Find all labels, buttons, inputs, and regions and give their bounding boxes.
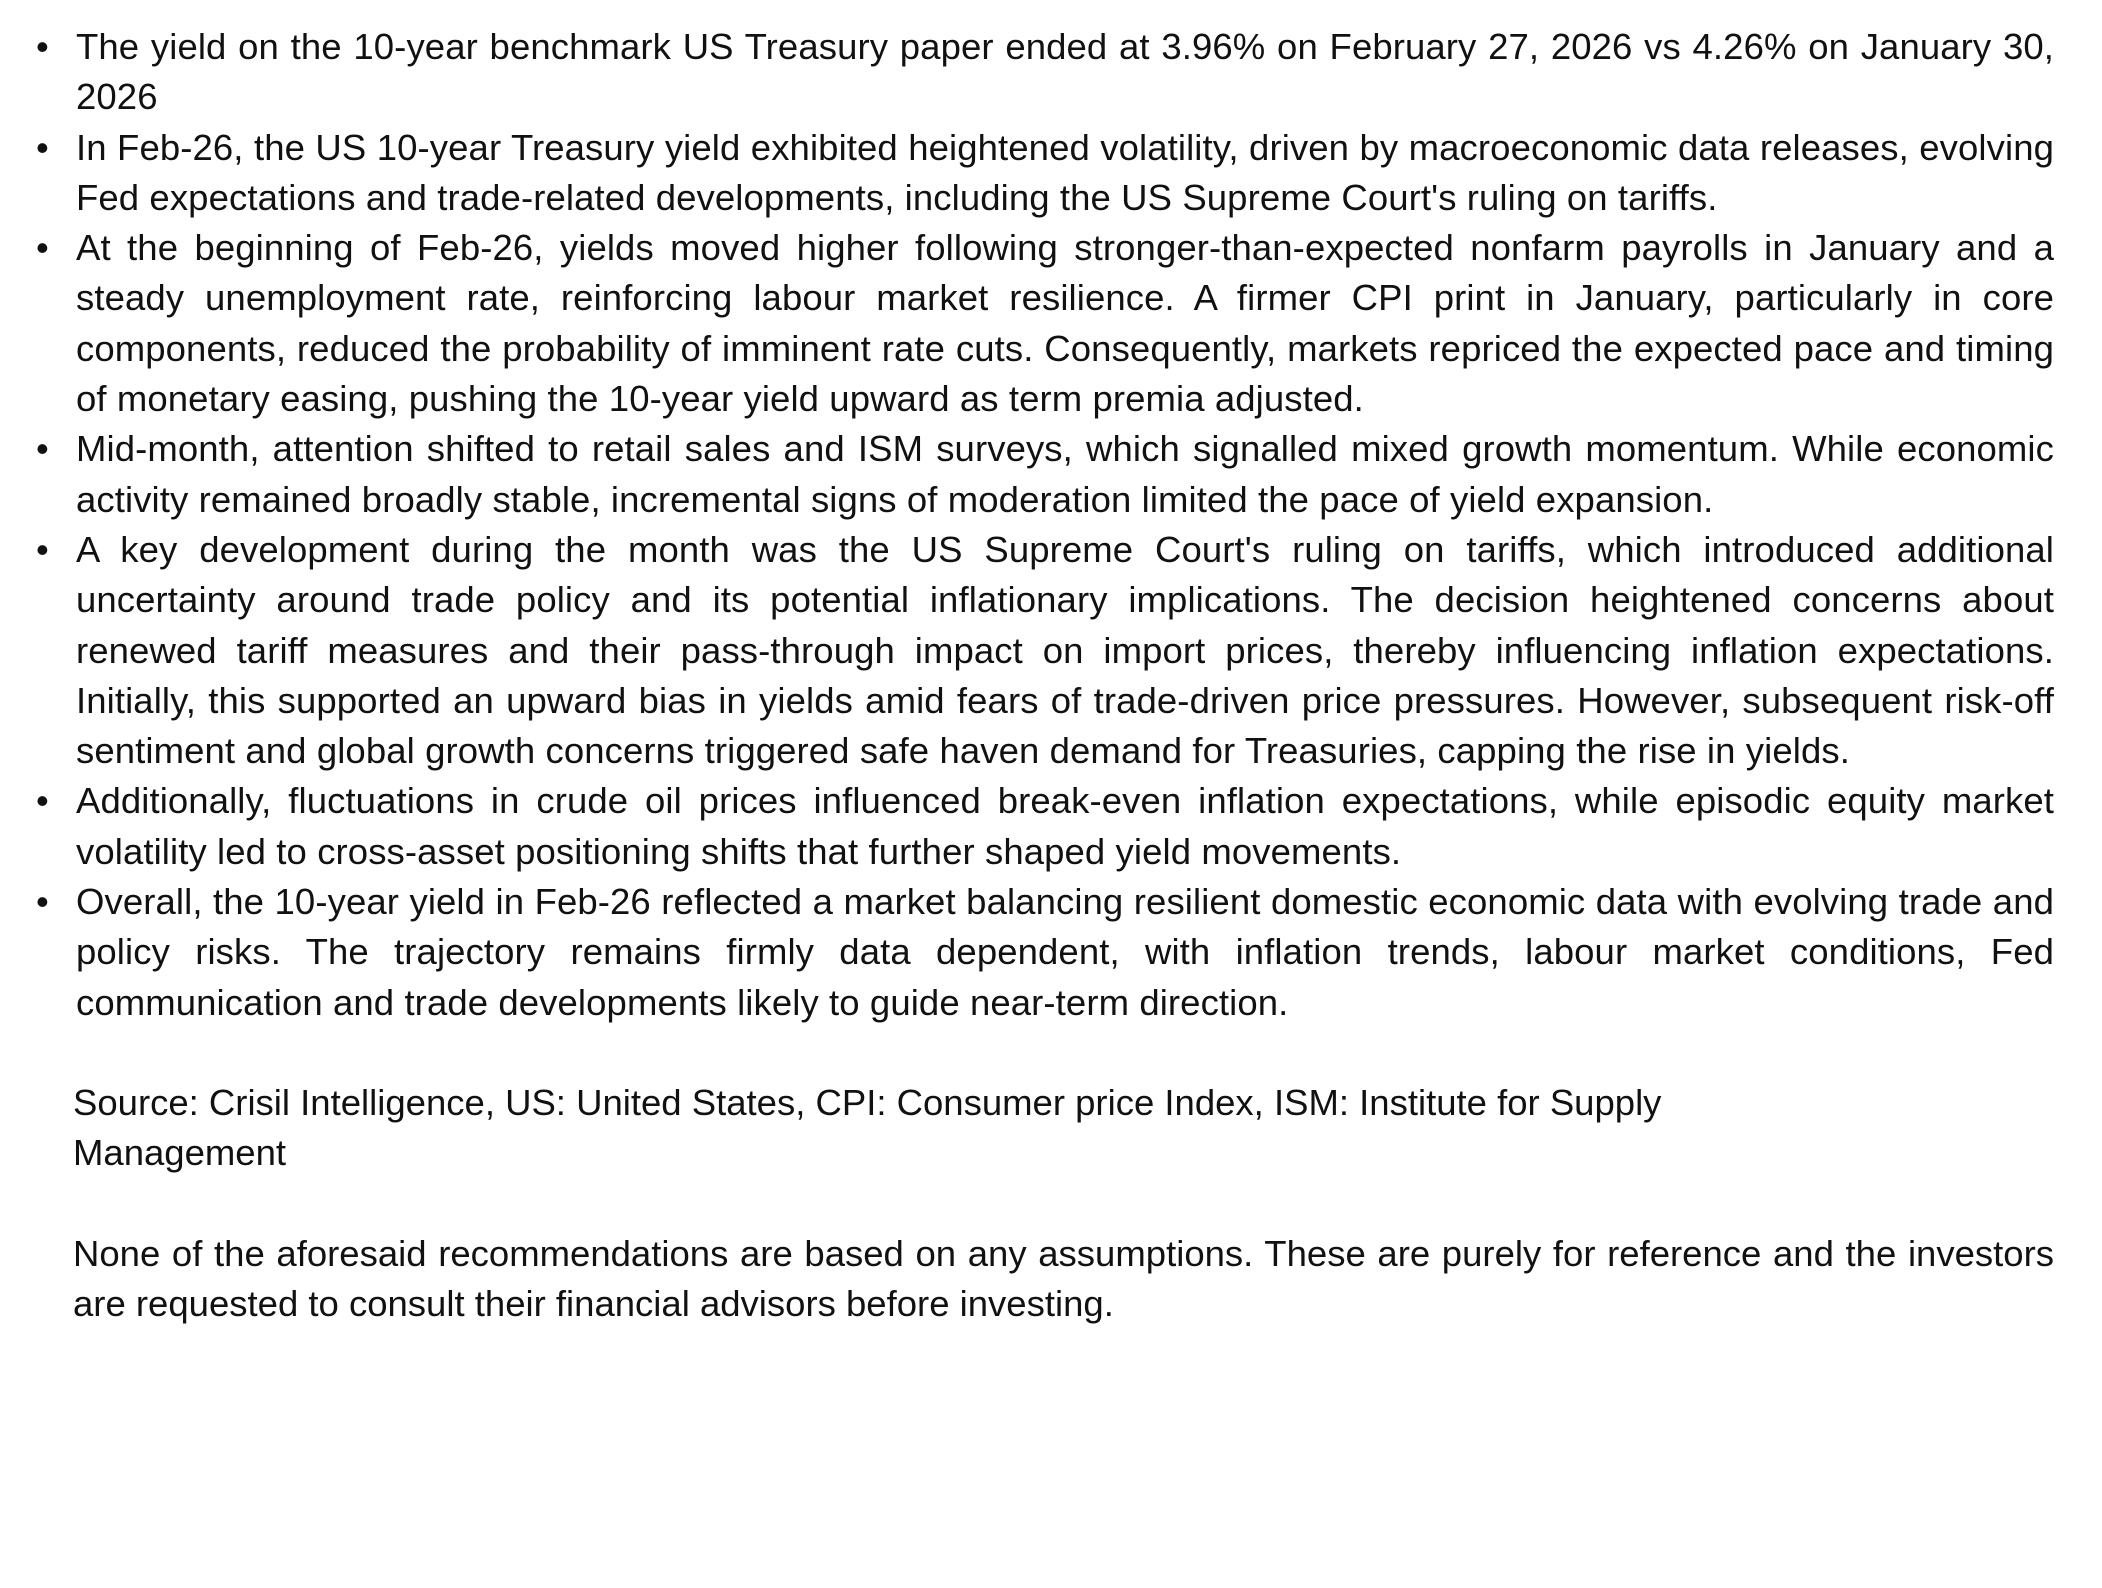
bullet-icon: • [36, 780, 49, 822]
bullet-text: In Feb-26, the US 10-year Treasury yield exhibited heightened volatility, driven by macroeconomic data releases, evolving Fed expectations and trade-related developments, including the US Supreme Court's ruling on tariffs. [76, 126, 2054, 218]
bullet-icon: • [36, 528, 49, 570]
bullet-item-early-month [32, 223, 2054, 424]
bullet-text: Additionally, fluctuations in crude oil prices influenced break-even inflation expectations, while episodic equity market volatility led to cross-asset positioning shifts that further shaped yield movements. [76, 780, 2054, 872]
bullet-icon: • [36, 26, 49, 67]
bullet-text: At the beginning of Feb-26, yields moved higher following stronger-than-expected nonfarm payrolls in January and a steady unemployment rate, reinforcing labour market resilience. A firmer CPI print in January, particularly in core components, reduced the probability of imminent rate cuts. Consequently, markets repriced the expected pace and timing of monetary easing, pushing the 10-year yield upward as term premia adjusted. [76, 227, 2054, 420]
bullet-icon: • [36, 126, 49, 168]
bullet-text: Mid-month, attention shifted to retail sales and ISM surveys, which signalled mixed growth momentum. While economic activity remained broadly stable, incremental signs of moderation limited the pace of yield expansion. [76, 428, 2054, 520]
bullet-icon: • [36, 428, 49, 470]
commentary-bullet-list [32, 22, 2054, 1028]
source-note: Source: Crisil Intelligence, US: United States, CPI: Consumer price Index, ISM: Institute for Supply Management [73, 1081, 1662, 1174]
disclaimer-note: None of the aforesaid recommendations are based on any assumptions. These are purely for reference and the investors are requested to consult their financial advisors before investing. [73, 1232, 2054, 1324]
bullet-item-tariff-ruling [32, 525, 2054, 776]
bullet-text: Overall, the 10-year yield in Feb-26 reflected a market balancing resilient domestic economic data with evolving trade and policy risks. The trajectory remains firmly data dependent, with inflation trends, labour market conditions, Fed communication and trade developments likely to guide near-term direction. [76, 881, 2054, 1023]
bullet-item-overall [32, 877, 2054, 1028]
bullet-icon: • [36, 881, 49, 923]
bullet-item-volatility [32, 123, 2054, 224]
bullet-text: A key development during the month was the US Supreme Court's ruling on tariffs, which introduced additional uncertainty around trade policy and its potential inflationary implications. The decision heightened concerns about renewed tariff measures and their pass-through impact on import prices, thereby influencing inflation expectations. Initially, this supported an upward bias in yields amid fears of trade-driven price pressures. However, subsequent risk-off sentiment and global growth concerns triggered safe haven demand for Treasuries, capping the rise in yields. [76, 528, 2054, 772]
bullet-item-crude-oil [32, 776, 2054, 877]
bullet-icon: • [36, 227, 49, 269]
bullet-text: The yield on the 10-year benchmark US Treasury paper ended at 3.96% on February 27, 2026 vs 4.26% on January 30, 2026 [76, 26, 2054, 118]
bullet-item-yield-summary [32, 22, 2054, 123]
bullet-item-mid-month [32, 424, 2054, 525]
